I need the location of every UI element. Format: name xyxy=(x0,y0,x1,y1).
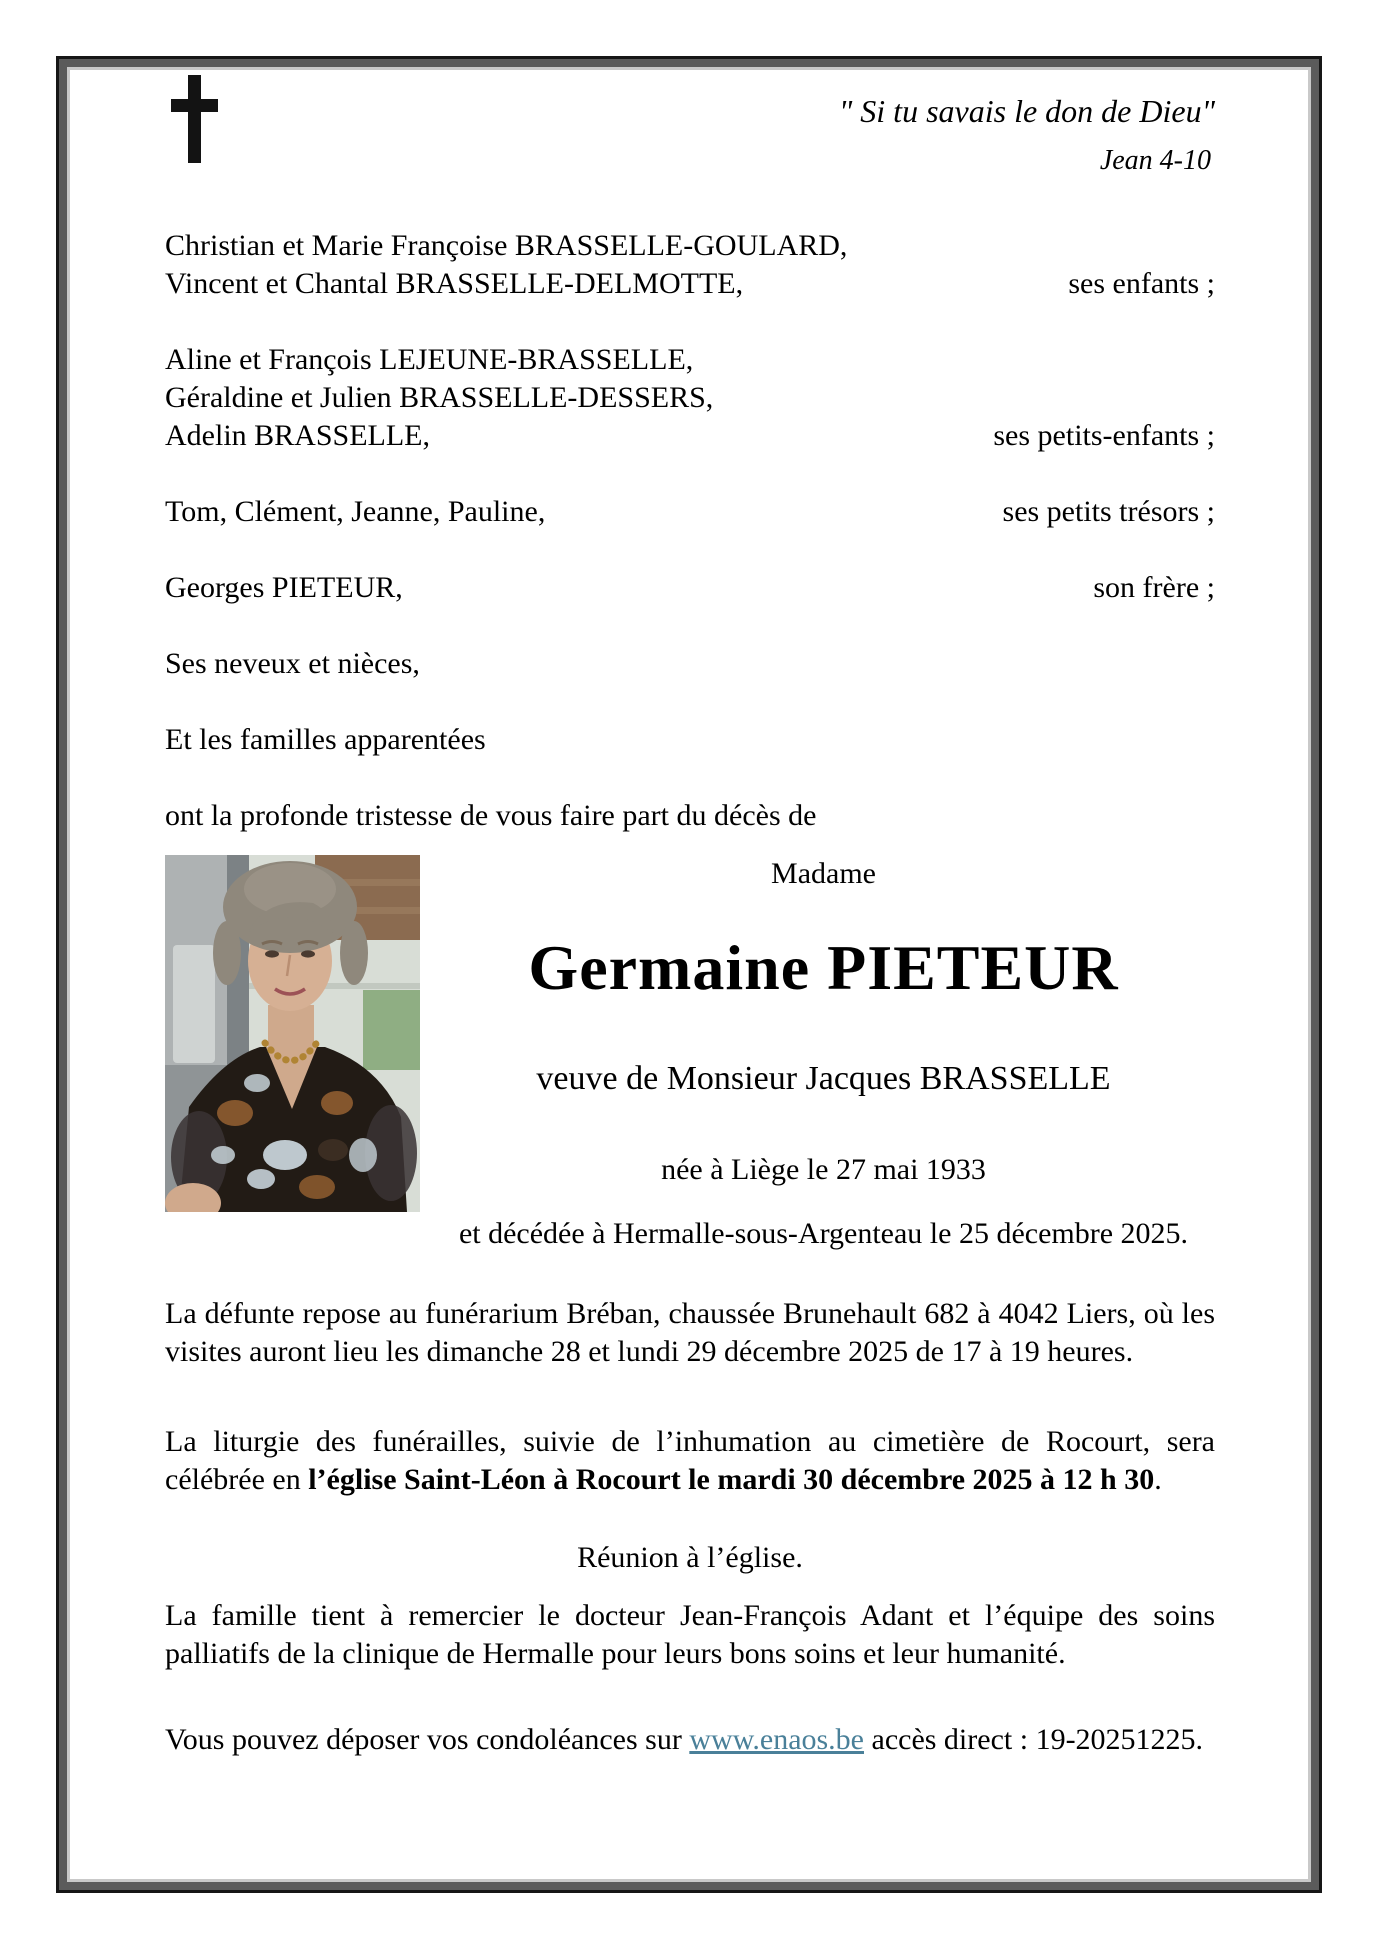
family-list xyxy=(165,227,1215,835)
family-group-great-grandchildren xyxy=(165,493,1215,531)
family-line xyxy=(165,493,1215,531)
relation-label: ses enfants ; xyxy=(1068,267,1215,300)
cross-icon xyxy=(170,75,220,163)
death-line: et décédée à Hermalle-sous-Argenteau le 25 décembre 2025. xyxy=(458,1217,1189,1250)
family-line xyxy=(165,379,1215,417)
family-group-nephews xyxy=(165,645,1215,683)
header xyxy=(165,75,1215,177)
family-line xyxy=(165,227,1215,265)
family-group-children xyxy=(165,227,1215,303)
condolences-text: Vous pouvez déposer vos condoléances sur xyxy=(165,1723,690,1756)
birth-line: née à Liège le 27 mai 1933 xyxy=(661,1153,986,1186)
family-name: Et les familles apparentées xyxy=(165,723,486,756)
widow-of-line: veuve de Monsieur Jacques BRASSELLE xyxy=(536,1060,1111,1097)
family-name: Géraldine et Julien BRASSELLE-DESSERS, xyxy=(165,381,714,414)
relation-label: ses petits-enfants ; xyxy=(993,419,1215,452)
family-line xyxy=(165,417,1215,455)
family-name: Georges PIETEUR, xyxy=(165,571,403,604)
title-prefix: Madame xyxy=(771,857,876,890)
family-group-brother xyxy=(165,569,1215,607)
condolences-paragraph xyxy=(165,1721,1215,1759)
family-line xyxy=(165,645,1215,683)
family-name: Ses neveux et nièces, xyxy=(165,647,420,680)
family-line xyxy=(165,265,1215,303)
enaos-link[interactable]: www.enaos.be xyxy=(689,1723,864,1756)
announcement-intro xyxy=(165,797,1215,835)
thanks-paragraph: La famille tient à remercier le docteur Jean-François Adant et l’équipe des soins palliatifs de la clinique de Hermalle pour leurs bons soins et leur humanité. xyxy=(165,1599,1215,1670)
family-group-grandchildren xyxy=(165,341,1215,455)
liturgy-bold-text: l’église Saint-Léon à Rocourt le mardi 30 décembre 2025 à 12 h 30 xyxy=(308,1463,1155,1496)
family-group-related xyxy=(165,721,1215,759)
family-line xyxy=(165,341,1215,379)
family-name: Vincent et Chantal BRASSELLE-DELMOTTE, xyxy=(165,267,744,300)
liturgy-period: . xyxy=(1154,1463,1162,1496)
relation-label: son frère ; xyxy=(1093,571,1215,604)
relation-label: ses petits trésors ; xyxy=(1002,495,1215,528)
liturgy-text: La liturgie des funérailles, suivie de l’inhumation au cimetière de Rocourt, sera célébrée en xyxy=(165,1425,1215,1496)
deceased-name: Germaine PIETEUR xyxy=(528,932,1119,1003)
liturgy-paragraph xyxy=(165,1423,1215,1499)
obituary-content xyxy=(165,0,1215,1759)
quote-reference: Jean 4-10 xyxy=(1099,145,1211,176)
reunion-line: Réunion à l’église. xyxy=(577,1541,803,1574)
family-line xyxy=(165,569,1215,607)
family-name: Tom, Clément, Jeanne, Pauline, xyxy=(165,495,546,528)
condolences-access-code: accès direct : 19-20251225. xyxy=(864,1723,1204,1756)
family-name: Aline et François LEJEUNE-BRASSELLE, xyxy=(165,343,694,376)
family-name: Adelin BRASSELLE, xyxy=(165,419,431,452)
family-line: ont la profonde tristesse de vous faire part du décès de xyxy=(165,799,817,832)
family-name: Christian et Marie Françoise BRASSELLE-GOULARD, xyxy=(165,229,848,262)
quote-text: " Si tu savais le don de Dieu" xyxy=(838,93,1215,129)
family-line xyxy=(165,721,1215,759)
deceased-photo xyxy=(165,855,420,1212)
repose-paragraph: La défunte repose au funérarium Bréban, chaussée Brunehault 682 à 4042 Liers, où les visites auront lieu les dimanche 28 et lundi 29 décembre 2025 de 17 à 19 heures. xyxy=(165,1297,1215,1368)
deceased-section xyxy=(165,855,1215,1253)
scripture-quote xyxy=(839,75,1215,177)
